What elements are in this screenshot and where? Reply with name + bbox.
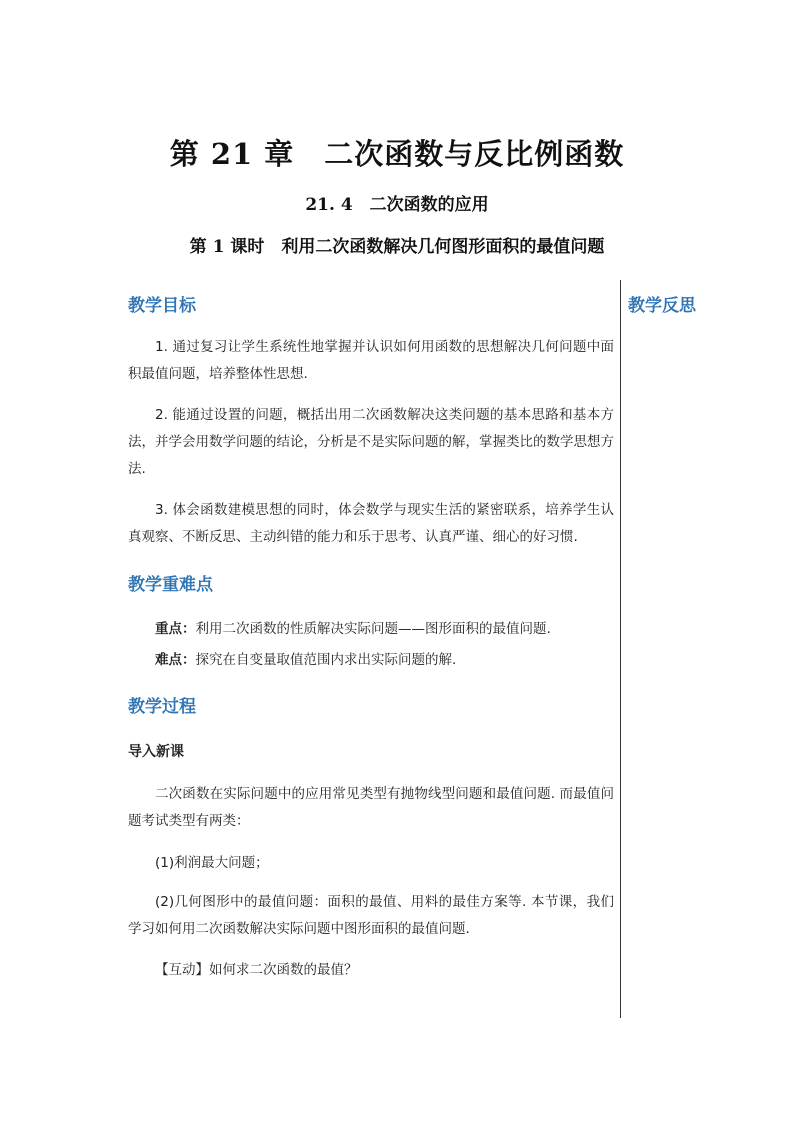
intro-paragraph: 二次函数在实际问题中的应用常见类型有抛物线型问题和最值问题. 而最值问题考试类型有两类： <box>128 786 614 829</box>
objective-item-3: 3. 体会函数建模思想的同时，体会数学与现实生活的紧密联系，培养学生认真观察、不断反思、主动纠错的能力和乐于思考、认真严谨、细心的好习惯. <box>128 502 614 545</box>
chapter-title: 第 21 章 二次函数与反比例函数 <box>169 137 625 171</box>
section-title: 21. 4 二次函数的应用 <box>305 195 489 215</box>
difficulty-text: 探究在自变量取值范围内求出实际问题的解. <box>195 652 457 668</box>
objectives-heading: 教学目标 <box>128 296 196 316</box>
reflection-heading: 教学反思 <box>628 296 696 316</box>
focus-line <box>155 619 551 639</box>
focus-label: 重点： <box>155 621 196 637</box>
objective-item-1: 1. 通过复习让学生系统性地掌握并认识如何用函数的思想解决几何问题中面积最值问题，培养整体性思想. <box>128 339 614 382</box>
type-1-line: (1)利润最大问题； <box>155 855 269 871</box>
key-points-heading: 教学重难点 <box>128 575 213 595</box>
type-2-paragraph: (2)几何图形中的最值问题：面积的最值、用料的最佳方案等. 本节课，我们学习如何用二次函数解决实际问题中图形面积的最值问题. <box>128 894 614 937</box>
lesson-title: 第 1 课时 利用二次函数解决几何图形面积的最值问题 <box>189 237 605 257</box>
difficulty-line <box>155 650 456 670</box>
difficulty-label: 难点： <box>155 652 196 668</box>
objective-item-2: 2. 能通过设置的问题，概括出用二次函数解决这类问题的基本思路和基本方法，并学会用数学问题的结论，分析是不是实际问题的解，掌握类比的数学思想方法. <box>128 407 614 477</box>
process-heading: 教学过程 <box>128 697 196 717</box>
intro-heading: 导入新课 <box>128 744 184 760</box>
column-divider <box>620 280 621 1018</box>
interaction-line: 【互动】如何求二次函数的最值？ <box>155 962 358 978</box>
focus-text: 利用二次函数的性质解决实际问题——图形面积的最值问题. <box>195 621 551 637</box>
